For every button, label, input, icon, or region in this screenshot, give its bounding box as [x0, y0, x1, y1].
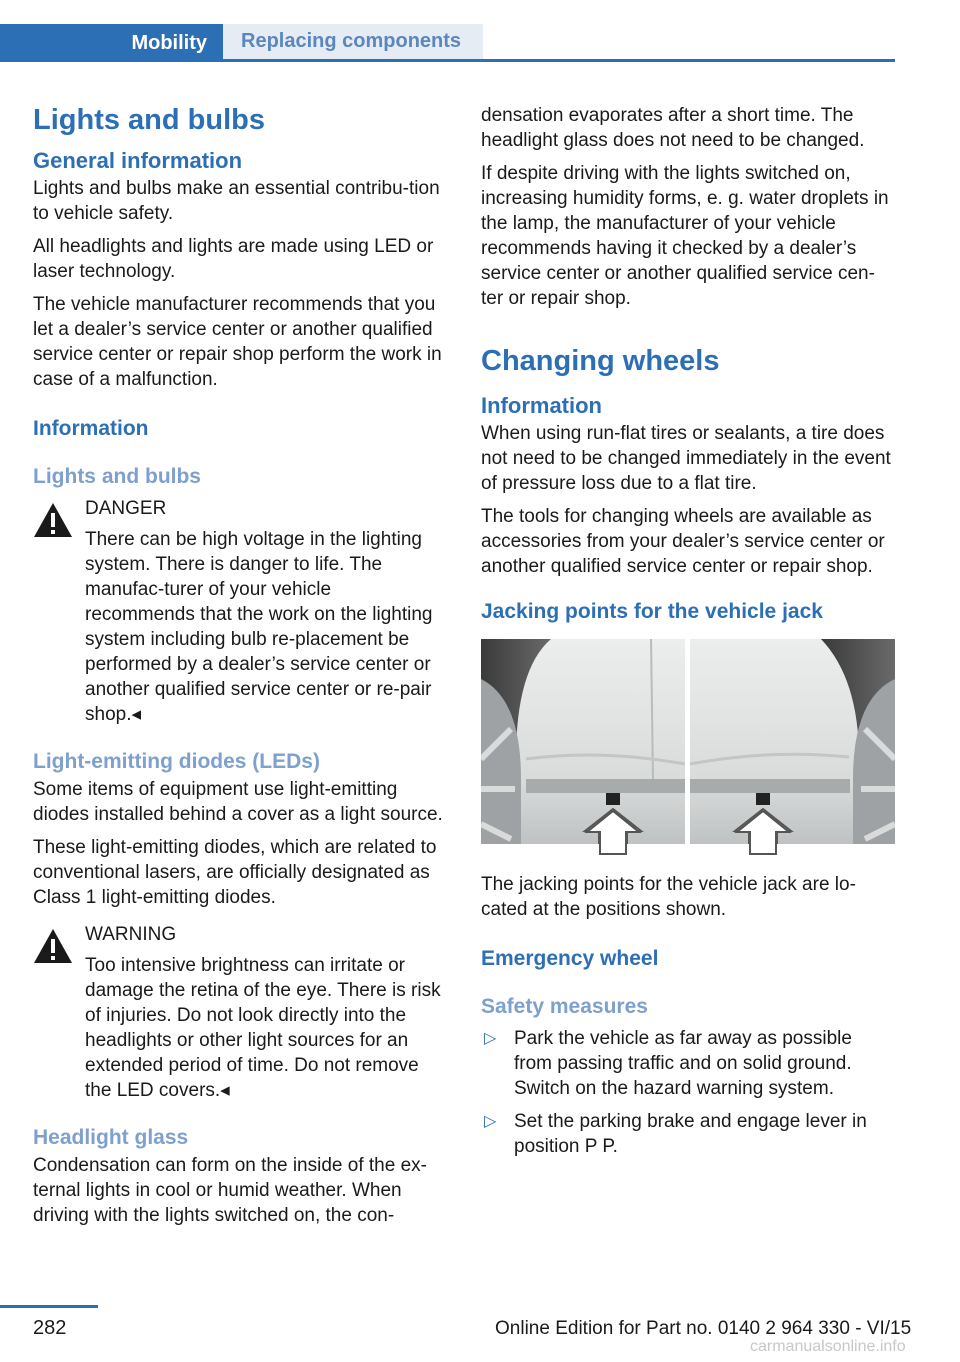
right-column: [481, 100, 895, 1167]
header-rule: [0, 59, 895, 62]
paragraph: All headlights and lights are made using LED or laser technology.: [33, 236, 434, 282]
warning-triangle-icon: [33, 502, 73, 538]
page-header: [0, 24, 895, 62]
heading-safety-measures: Safety measures: [481, 995, 648, 1018]
safety-list: [481, 1026, 895, 1159]
danger-label: DANGER: [85, 498, 167, 519]
tab-mobility[interactable]: [0, 24, 223, 62]
heading-jacking-points: Jacking points for the vehicle jack: [481, 600, 823, 623]
edition-line: Online Edition for Part no. 0140 2 964 330 - VI/15: [495, 1318, 912, 1339]
paragraph: If despite driving with the lights switched on, increasing humidity forms, e. g. water droplets in the lamp, the manufacturer of your vehicle recommends having it checked by a dealer’s service center or another qualified service cen-ter or repair shop.: [481, 163, 889, 309]
left-column: [33, 100, 445, 1236]
section-title-changing-wheels: Changing wheels: [481, 345, 720, 377]
paragraph: These light-emitting diodes, which are related to conventional lasers, are officially designated as Class 1 light-emitting diodes.: [33, 837, 437, 908]
danger-notice: [33, 496, 445, 727]
watermark: carmanualsonline.info: [750, 1338, 906, 1355]
tab-mobility-label: Mobility: [131, 31, 207, 54]
heading-leds: Light-emitting diodes (LEDs): [33, 750, 320, 773]
jacking-caption: The jacking points for the vehicle jack are lo-cated at the positions shown.: [481, 874, 856, 920]
heading-lights-and-bulbs: Lights and bulbs: [33, 465, 201, 488]
paragraph: Lights and bulbs make an essential contribu-tion to vehicle safety.: [33, 178, 440, 224]
warning-triangle-icon: [33, 928, 73, 964]
warning-label: WARNING: [85, 924, 177, 945]
paragraph: Some items of equipment use light-emitting diodes installed behind a cover as a light source.: [33, 779, 443, 825]
heading-wheels-information: Information: [481, 393, 602, 418]
heading-general-information: General information: [33, 148, 243, 173]
heading-emergency-wheel: Emergency wheel: [481, 947, 659, 970]
section-title-lights: Lights and bulbs: [33, 104, 265, 136]
paragraph: The vehicle manufacturer recommends that you let a dealer’s service center or another qualified service center or repair shop perform the work in case of a malfunction.: [33, 294, 442, 390]
heading-headlight-glass: Headlight glass: [33, 1126, 189, 1149]
warning-notice: [33, 922, 445, 1103]
footer-rule: [0, 1305, 98, 1308]
paragraph: densation evaporates after a short time. The headlight glass does not need to be changed.: [481, 105, 865, 151]
list-item: ▷ Set the parking brake and engage lever in position P P.: [484, 1111, 867, 1157]
danger-text: There can be high voltage in the lighting system. There is danger to life. The manufac-turer of your vehicle recommends that the work on the lighting system including bulb re-placement be performed by a dealer’s service center or another qualified service center or re-pair shop.◂: [85, 529, 433, 725]
jacking-points-image: [481, 639, 895, 856]
paragraph: Condensation can form on the inside of the ex-ternal lights in cool or humid weather. When driving with the lights switched on, the con-: [33, 1155, 427, 1226]
warning-text: Too intensive brightness can irritate or damage the retina of the eye. There is risk of injuries. Do not look directly into the headlights or other light sources for an extended period of time. Do not remove the LED covers.◂: [85, 955, 441, 1101]
bullet-triangle-icon: ▷: [484, 1030, 497, 1047]
heading-information: Information: [33, 417, 149, 440]
paragraph: The tools for changing wheels are available as accessories from your dealer’s service center or another qualified service center or repair shop.: [481, 506, 885, 577]
bullet-triangle-icon: ▷: [484, 1113, 497, 1130]
page-number: 282: [33, 1317, 67, 1339]
tab-section-label: Replacing components: [241, 30, 462, 52]
tab-replacing-components[interactable]: [223, 24, 483, 59]
list-item: ▷ Park the vehicle as far away as possible from passing traffic and on solid ground. Switch on the hazard warning system.: [484, 1028, 852, 1099]
paragraph: When using run-flat tires or sealants, a tire does not need to be changed immediately in the event of pressure loss due to a flat tire.: [481, 423, 891, 494]
